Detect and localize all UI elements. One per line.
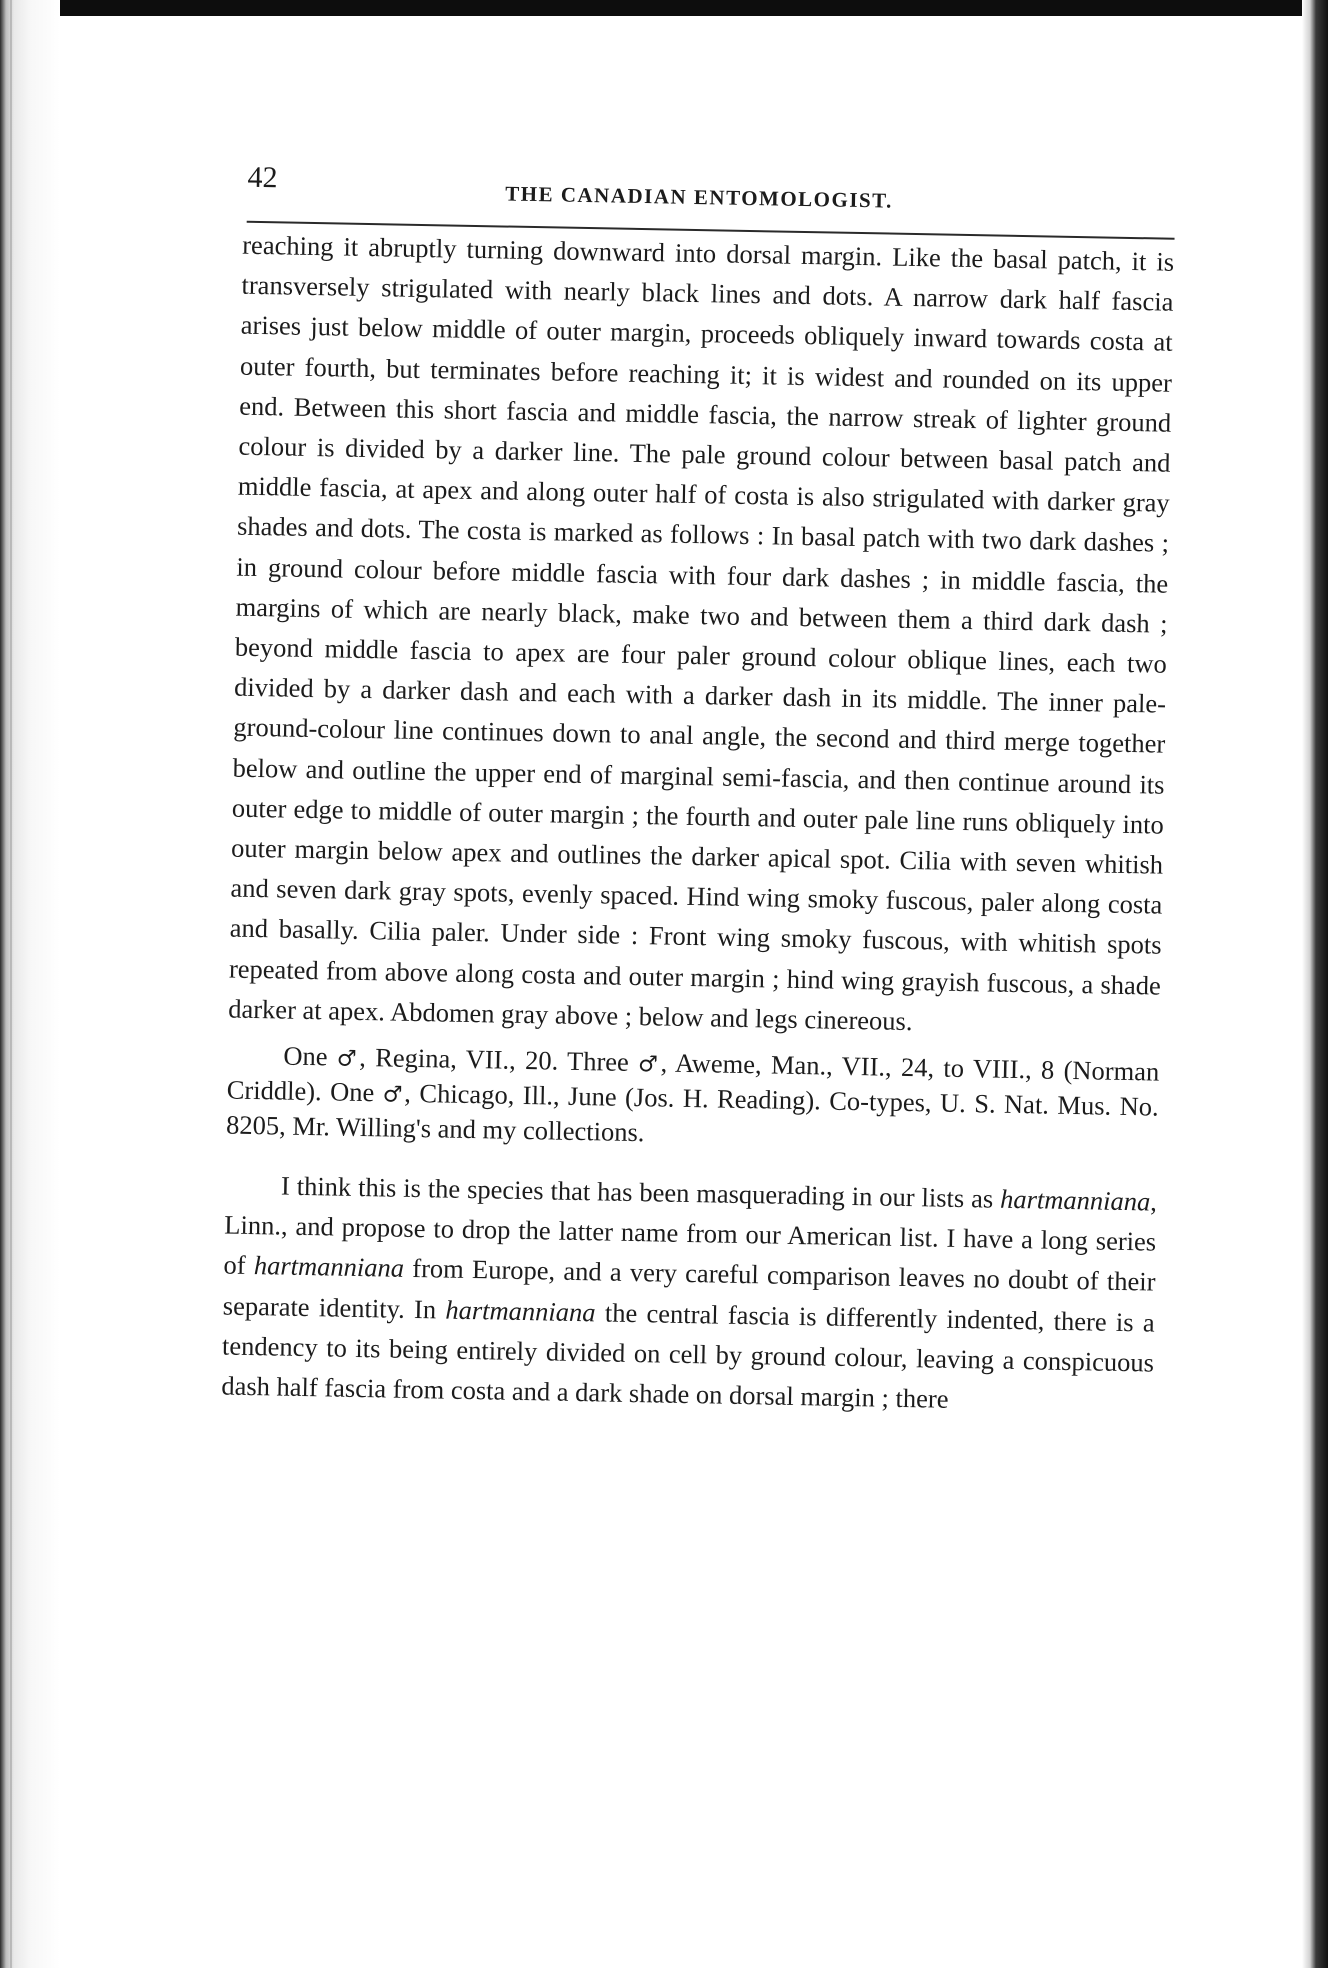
specimens-text-c: , Aweme, Man., VII., 24, to VIII., 8 (Norman Criddle). One [226,1047,1160,1108]
scan-top-edge [0,0,1328,16]
species-name: hartmanniana [445,1294,596,1328]
specimens-text-d: , Chicago, Ill., June (Jos. H. Reading). Co-types, U. S. Nat. Mus. No. 8205, Mr. Willing's and my collections. [225,1077,1159,1148]
scan-binding-edge [0,0,60,1968]
specimens-text-b: , Regina, VII., 20. Three [359,1042,630,1077]
male-symbol-icon: ♂ [637,1052,661,1078]
paragraph-description: reaching it abruptly turning downward into dorsal margin. Like the basal patch, it is transversely strigulated with nearly black lines and dots. A narrow dark half fascia arises just below middle of outer margin, proceeds obliquely inward towards costa at outer fourth, but terminates before reaching it; it is widest and rounded on its upper end. Between this short fascia and middle fascia, the narrow streak of lighter ground colour is divided by a darker line. The pale ground colour between basal patch and middle fascia, at apex and along outer half of costa is also strigulated with darker gray shades and dots. The costa is marked as follows : In basal patch with two dark dashes ; in ground colour before middle fascia with four dark dashes ; in middle fascia, the margins of which are nearly black, make two and between them a third dark dash ; beyond middle fascia to apex are four paler ground colour oblique lines, each two divided by a darker dash and each with a darker dash in its middle. The inner pale-ground-colour line continues down to anal angle, the second and third merge together below and outline the upper end of marginal semi-fascia, and then continue around its outer edge to middle of outer margin ; the fourth and outer pale line runs obliquely into outer margin below apex and outlines the darker apical spot. Cilia with seven whitish and seven dark gray spots, evenly spaced. Hind wing smoky fuscous, paler along costa and basally. Cilia paler. Under side : Front wing smoky fuscous, with whitish spots repeated from above along costa and outer margin ; hind wing grayish fuscous, a shade darker at apex. Abdomen gray above ; below and legs cinereous. [227,229,1175,1036]
discussion-text-d: the central fascia is differently indented, there is a tendency to its being entirely divided on cell by ground colour, leaving a conspicuous dash half fascia from costa and a dark shade on dorsal margin ; there [221,1297,1155,1414]
body-text [183,224,1174,1423]
specimens-text-a: One [283,1040,328,1072]
scan-right-edge [1302,0,1328,1968]
book-page [183,150,1176,1423]
male-symbol-icon: ♂ [336,1046,360,1073]
running-title: THE CANADIAN ENTOMOLOGIST. [505,181,894,213]
male-symbol-icon: ♂ [382,1082,405,1108]
page-number: 42 [247,160,278,195]
paragraph-discussion [221,1165,1157,1423]
species-name: hartmanniana [253,1250,405,1284]
discussion-text-c: from Europe, and a very careful comparison leaves no doubt of their separate identity. In [222,1253,1156,1325]
discussion-text-b: , Linn., and propose to drop the latter name from our American list. I have a long series of [223,1186,1158,1281]
species-name: hartmanniana [999,1183,1151,1217]
paragraph-specimens [226,1039,1160,1158]
discussion-text-a: I think this is the species that has been masquerading in our lists as [280,1170,994,1214]
